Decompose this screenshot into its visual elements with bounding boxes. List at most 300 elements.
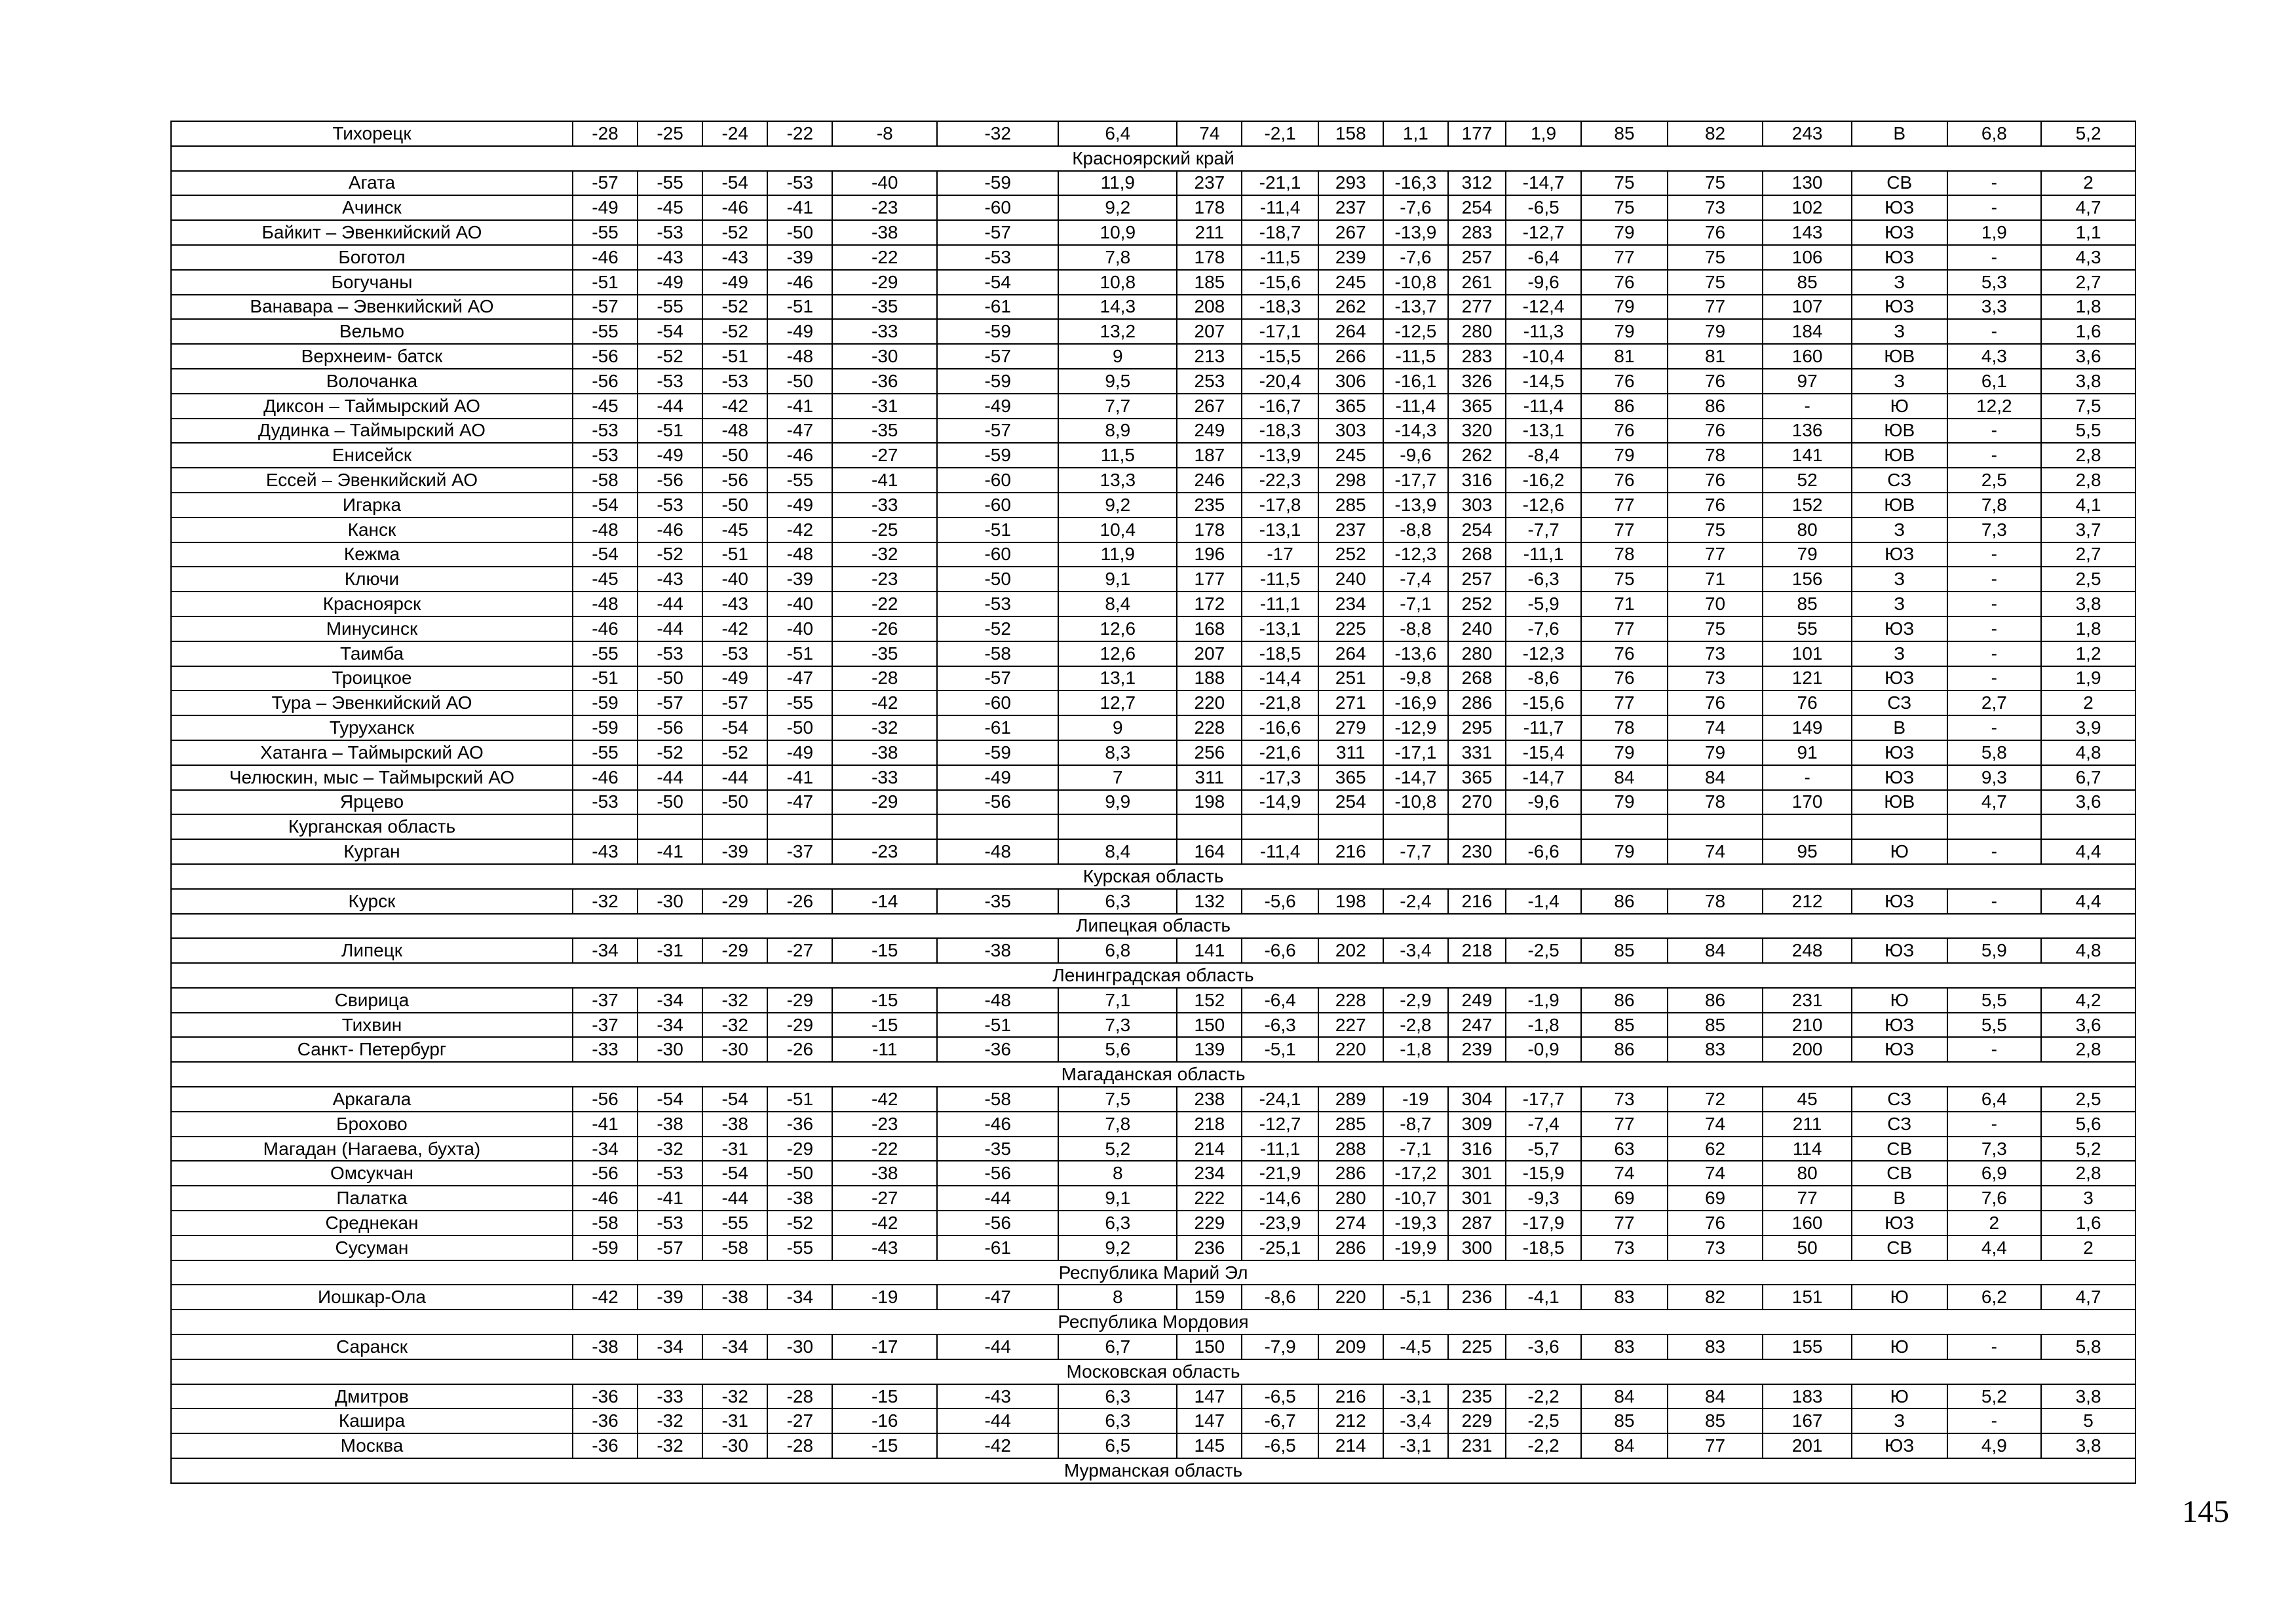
table-row [171, 1334, 2135, 1359]
table-cell [767, 814, 832, 839]
table-cell: -18,5 [1506, 1236, 1581, 1260]
table-cell: -44 [937, 1186, 1058, 1211]
table-cell: -21,1 [1242, 171, 1318, 196]
table-cell: -59 [937, 319, 1058, 344]
table-cell: -32 [937, 121, 1058, 146]
table-cell: 264 [1318, 641, 1383, 666]
table-row [171, 1408, 2135, 1433]
table-row [171, 765, 2135, 790]
table-cell: 4,4 [2041, 839, 2135, 864]
table-cell: -49 [937, 765, 1058, 790]
table-cell: 5,2 [1058, 1137, 1177, 1161]
region-title: Липецкая область [171, 914, 2135, 939]
table-cell: 5,8 [2041, 1334, 2135, 1359]
city-name-cell: Дмитров [171, 1384, 573, 1409]
table-cell: 252 [1318, 542, 1383, 567]
table-cell: -43 [702, 245, 767, 270]
region-title: Республика Марий Эл [171, 1260, 2135, 1285]
table-cell: -51 [937, 518, 1058, 542]
table-cell: -40 [702, 567, 767, 592]
table-cell: -45 [573, 394, 638, 419]
table-cell: ЮВ [1852, 790, 1947, 815]
table-cell: 86 [1668, 394, 1763, 419]
table-cell: 85 [1668, 1013, 1763, 1038]
table-cell: - [1947, 715, 2042, 740]
table-cell: -3,4 [1383, 938, 1448, 963]
table-cell: -60 [937, 542, 1058, 567]
table-cell: -32 [702, 1384, 767, 1409]
table-cell: 76 [1581, 666, 1667, 691]
table-cell: ЮЗ [1852, 245, 1947, 270]
table-cell: 106 [1763, 245, 1852, 270]
table-cell: -36 [573, 1433, 638, 1458]
table-cell: -50 [702, 443, 767, 468]
table-cell: 155 [1763, 1334, 1852, 1359]
table-cell: 2,7 [2041, 270, 2135, 295]
table-cell: -41 [767, 394, 832, 419]
table-cell: 147 [1177, 1384, 1242, 1409]
table-cell: -2,2 [1506, 1433, 1581, 1458]
table-cell: 256 [1177, 740, 1242, 765]
table-cell: 248 [1763, 938, 1852, 963]
table-cell: ЮЗ [1852, 938, 1947, 963]
table-cell: -57 [937, 419, 1058, 444]
table-cell: -12,7 [1242, 1112, 1318, 1137]
table-cell: 79 [1581, 443, 1667, 468]
table-cell: - [1947, 542, 2042, 567]
table-cell: 220 [1318, 1037, 1383, 1062]
table-cell: -7,6 [1506, 616, 1581, 641]
table-cell: -32 [638, 1137, 702, 1161]
table-cell: З [1852, 592, 1947, 616]
table-cell: -19,9 [1383, 1236, 1448, 1260]
table-row [171, 1037, 2135, 1062]
table-cell: ЮЗ [1852, 740, 1947, 765]
table-cell: -34 [573, 938, 638, 963]
table-cell: -23 [832, 1112, 937, 1137]
table-row [171, 740, 2135, 765]
table-cell: 2 [2041, 171, 2135, 196]
table-cell: 212 [1318, 1408, 1383, 1433]
table-cell: 280 [1318, 1186, 1383, 1211]
table-cell: -57 [937, 344, 1058, 369]
table-cell: -9,6 [1506, 790, 1581, 815]
city-name-cell: Магадан (Нагаева, бухта) [171, 1137, 573, 1161]
table-cell: -51 [767, 295, 832, 320]
table-cell: 303 [1318, 419, 1383, 444]
table-cell: -55 [767, 468, 832, 493]
table-cell: -49 [702, 666, 767, 691]
table-cell: -12,3 [1383, 542, 1448, 567]
table-cell: -46 [937, 1112, 1058, 1137]
table-cell: 52 [1763, 468, 1852, 493]
table-row [171, 295, 2135, 320]
table-cell: -36 [937, 1037, 1058, 1062]
table-cell: 143 [1763, 220, 1852, 245]
table-cell: -40 [832, 171, 937, 196]
table-cell: 4,7 [1947, 790, 2042, 815]
table-cell: -36 [832, 369, 937, 394]
table-cell: -10,8 [1383, 790, 1448, 815]
table-cell: -44 [937, 1408, 1058, 1433]
table-row [171, 889, 2135, 914]
table-cell: -3,4 [1383, 1408, 1448, 1433]
table-cell: -27 [832, 443, 937, 468]
table-cell: -38 [573, 1334, 638, 1359]
table-cell: 84 [1581, 765, 1667, 790]
table-cell [1383, 814, 1448, 839]
table-cell: -15 [832, 1384, 937, 1409]
table-cell [1852, 814, 1947, 839]
table-cell: 78 [1668, 790, 1763, 815]
table-cell: -15,6 [1506, 690, 1581, 715]
table-cell: -14,4 [1242, 666, 1318, 691]
table-cell: -55 [573, 740, 638, 765]
table-cell: 228 [1177, 715, 1242, 740]
table-cell: 216 [1448, 889, 1506, 914]
table-cell: -46 [573, 765, 638, 790]
table-cell: -32 [638, 1433, 702, 1458]
table-cell: 3,9 [2041, 715, 2135, 740]
table-cell: 201 [1763, 1433, 1852, 1458]
table-cell: -44 [638, 394, 702, 419]
table-cell: 150 [1177, 1013, 1242, 1038]
table-cell: -30 [832, 344, 937, 369]
city-name-cell: Омсукчан [171, 1161, 573, 1186]
table-cell: -43 [702, 592, 767, 616]
table-cell: -10,4 [1506, 344, 1581, 369]
table-cell: 4,3 [2041, 245, 2135, 270]
table-cell: -48 [767, 344, 832, 369]
table-cell: -52 [702, 319, 767, 344]
table-cell: ЮВ [1852, 344, 1947, 369]
table-cell: -38 [832, 1161, 937, 1186]
table-cell: -51 [638, 419, 702, 444]
table-cell: 3,8 [2041, 592, 2135, 616]
table-cell: -28 [767, 1433, 832, 1458]
table-cell: 75 [1668, 518, 1763, 542]
region-row [171, 1359, 2135, 1384]
table-cell: 11,9 [1058, 171, 1177, 196]
table-cell: 6,3 [1058, 1211, 1177, 1236]
table-cell: 234 [1177, 1161, 1242, 1186]
table-cell: 4,4 [1947, 1236, 2042, 1260]
table-cell: 245 [1318, 443, 1383, 468]
table-cell: -9,3 [1506, 1186, 1581, 1211]
table-cell: 63 [1581, 1137, 1667, 1161]
table-cell: -29 [767, 988, 832, 1013]
region-row [171, 914, 2135, 939]
table-cell: - [1947, 592, 2042, 616]
table-cell: З [1852, 270, 1947, 295]
table-cell: 6,3 [1058, 1384, 1177, 1409]
table-row [171, 443, 2135, 468]
table-cell: -28 [832, 666, 937, 691]
table-cell: 216 [1318, 1384, 1383, 1409]
table-cell: 79 [1581, 839, 1667, 864]
table-cell: Ю [1852, 1285, 1947, 1310]
table-cell: -53 [702, 369, 767, 394]
table-cell: -13,9 [1383, 493, 1448, 518]
table-cell: - [1947, 319, 2042, 344]
table-cell: 2,7 [1947, 690, 2042, 715]
table-cell: -12,5 [1383, 319, 1448, 344]
table-cell: -8,4 [1506, 443, 1581, 468]
table-cell: СВ [1852, 1137, 1947, 1161]
table-cell: - [1947, 567, 2042, 592]
table-cell: - [1947, 616, 2042, 641]
table-cell: -27 [832, 1186, 937, 1211]
table-cell: 252 [1448, 592, 1506, 616]
city-name-cell: Троицкое [171, 666, 573, 691]
table-cell: З [1852, 319, 1947, 344]
table-row [171, 344, 2135, 369]
city-name-cell: Диксон – Таймырский АО [171, 394, 573, 419]
table-cell: -43 [638, 567, 702, 592]
table-cell: 247 [1448, 1013, 1506, 1038]
table-cell: 75 [1581, 567, 1667, 592]
table-cell: -6,6 [1242, 938, 1318, 963]
table-cell: -51 [767, 641, 832, 666]
table-cell: 236 [1177, 1236, 1242, 1260]
table-cell: 74 [1177, 121, 1242, 146]
table-cell: 77 [1581, 493, 1667, 518]
table-cell: 289 [1318, 1087, 1383, 1112]
table-cell: -11,3 [1506, 319, 1581, 344]
table-cell: 77 [1581, 518, 1667, 542]
table-cell: 13,2 [1058, 319, 1177, 344]
table-cell: -2,9 [1383, 988, 1448, 1013]
table-cell: -6,5 [1506, 195, 1581, 220]
table-cell: -59 [937, 171, 1058, 196]
table-cell: 283 [1448, 344, 1506, 369]
table-row [171, 1112, 2135, 1137]
table-cell: -0,9 [1506, 1037, 1581, 1062]
table-cell: -29 [832, 270, 937, 295]
table-cell: 11,9 [1058, 542, 1177, 567]
table-cell: -3,1 [1383, 1384, 1448, 1409]
table-cell [2041, 814, 2135, 839]
table-cell: 9,1 [1058, 1186, 1177, 1211]
table-row [171, 567, 2135, 592]
table-cell: 7,3 [1058, 1013, 1177, 1038]
table-cell: 132 [1177, 889, 1242, 914]
table-cell: 12,6 [1058, 641, 1177, 666]
table-cell: -50 [702, 790, 767, 815]
table-cell: -13,7 [1383, 295, 1448, 320]
table-cell: 77 [1763, 1186, 1852, 1211]
table-cell: -2,2 [1506, 1384, 1581, 1409]
table-row [171, 220, 2135, 245]
table-cell: -59 [937, 369, 1058, 394]
table-cell: 3 [2041, 1186, 2135, 1211]
table-cell: -6,3 [1506, 567, 1581, 592]
table-cell: -46 [573, 616, 638, 641]
table-cell: 83 [1581, 1334, 1667, 1359]
table-cell: 151 [1763, 1285, 1852, 1310]
table-cell [573, 814, 638, 839]
table-cell: -54 [702, 171, 767, 196]
region-row [171, 963, 2135, 988]
table-cell: -18,3 [1242, 419, 1318, 444]
table-cell: -46 [767, 443, 832, 468]
table-cell: 231 [1448, 1433, 1506, 1458]
table-cell: -42 [937, 1433, 1058, 1458]
table-cell: 303 [1448, 493, 1506, 518]
table-cell: 86 [1581, 988, 1667, 1013]
table-row [171, 938, 2135, 963]
table-cell: СЗ [1852, 1112, 1947, 1137]
table-cell: 75 [1581, 171, 1667, 196]
table-cell: 6,8 [1058, 938, 1177, 963]
table-cell: ЮЗ [1852, 1037, 1947, 1062]
table-cell: -6,5 [1242, 1384, 1318, 1409]
table-cell: 286 [1318, 1161, 1383, 1186]
table-cell: 5,6 [1058, 1037, 1177, 1062]
table-cell: -34 [638, 988, 702, 1013]
table-cell: 13,3 [1058, 468, 1177, 493]
table-cell: 73 [1581, 1236, 1667, 1260]
table-cell: 177 [1177, 567, 1242, 592]
table-cell: -59 [573, 1236, 638, 1260]
table-cell: 238 [1177, 1087, 1242, 1112]
city-name-cell: Аркагала [171, 1087, 573, 1112]
table-cell: - [1947, 839, 2042, 864]
table-cell: -59 [573, 715, 638, 740]
table-cell: 50 [1763, 1236, 1852, 1260]
table-cell: 3,6 [2041, 790, 2135, 815]
table-cell: 1,6 [2041, 319, 2135, 344]
table-cell: -5,1 [1242, 1037, 1318, 1062]
table-cell: -6,3 [1242, 1013, 1318, 1038]
table-cell: 280 [1448, 641, 1506, 666]
table-cell: -51 [767, 1087, 832, 1112]
table-cell: 254 [1448, 195, 1506, 220]
table-cell: -46 [767, 270, 832, 295]
table-cell: СВ [1852, 171, 1947, 196]
table-cell: - [1947, 1408, 2042, 1433]
table-cell: 254 [1318, 790, 1383, 815]
table-cell: 4,9 [1947, 1433, 2042, 1458]
table-cell: -43 [573, 839, 638, 864]
table-cell: -45 [638, 195, 702, 220]
table-cell: -11 [832, 1037, 937, 1062]
table-cell: 5,5 [2041, 419, 2135, 444]
table-cell: 160 [1763, 344, 1852, 369]
table-cell: 102 [1763, 195, 1852, 220]
table-cell: -14,7 [1506, 171, 1581, 196]
table-cell: 80 [1763, 1161, 1852, 1186]
table-cell: -7,1 [1383, 1137, 1448, 1161]
table-cell: -48 [573, 518, 638, 542]
table-cell: 239 [1448, 1037, 1506, 1062]
table-cell: -39 [702, 839, 767, 864]
table-cell: -6,4 [1506, 245, 1581, 270]
table-cell: 257 [1448, 567, 1506, 592]
table-cell: -53 [573, 790, 638, 815]
table-cell: 6,4 [1947, 1087, 2042, 1112]
table-cell: 246 [1177, 468, 1242, 493]
table-cell [638, 814, 702, 839]
table-cell: -7,4 [1383, 567, 1448, 592]
table-cell: -51 [937, 1013, 1058, 1038]
table-cell: -30 [702, 1037, 767, 1062]
city-name-cell: Канск [171, 518, 573, 542]
table-cell: -42 [702, 616, 767, 641]
table-cell: 74 [1668, 1112, 1763, 1137]
table-row [171, 468, 2135, 493]
table-cell: 4,8 [2041, 740, 2135, 765]
table-cell: -59 [937, 443, 1058, 468]
table-cell: 264 [1318, 319, 1383, 344]
table-cell: 211 [1177, 220, 1242, 245]
table-cell: -36 [767, 1112, 832, 1137]
table-cell: -59 [573, 690, 638, 715]
table-cell: В [1852, 715, 1947, 740]
table-cell: 280 [1448, 319, 1506, 344]
table-cell: -39 [767, 567, 832, 592]
table-cell: 85 [1581, 1013, 1667, 1038]
table-cell: 69 [1668, 1186, 1763, 1211]
table-cell: -11,5 [1383, 344, 1448, 369]
table-cell: -44 [638, 616, 702, 641]
table-row [171, 518, 2135, 542]
table-cell: З [1852, 567, 1947, 592]
table-row [171, 171, 2135, 196]
table-cell: -53 [702, 641, 767, 666]
table-cell: -61 [937, 1236, 1058, 1260]
table-cell: -9,6 [1506, 270, 1581, 295]
table-cell: -31 [638, 938, 702, 963]
table-cell: 196 [1177, 542, 1242, 567]
table-cell: -48 [767, 542, 832, 567]
table-cell: 139 [1177, 1037, 1242, 1062]
table-cell: 311 [1318, 740, 1383, 765]
table-cell: -38 [702, 1112, 767, 1137]
table-row [171, 616, 2135, 641]
table-cell: -13,9 [1242, 443, 1318, 468]
table-cell: ЮВ [1852, 493, 1947, 518]
city-name-cell: Сусуман [171, 1236, 573, 1260]
table-cell: СЗ [1852, 690, 1947, 715]
table-cell: 79 [1581, 790, 1667, 815]
table-row [171, 245, 2135, 270]
table-cell: -11,4 [1506, 394, 1581, 419]
table-cell: 270 [1448, 790, 1506, 815]
table-cell: -34 [767, 1285, 832, 1310]
table-cell: 210 [1763, 1013, 1852, 1038]
table-cell: -29 [767, 1137, 832, 1161]
table-cell: -4,1 [1506, 1285, 1581, 1310]
table-cell: 152 [1763, 493, 1852, 518]
table-cell: 62 [1668, 1137, 1763, 1161]
table-cell: 6,5 [1058, 1433, 1177, 1458]
table-cell: 9,9 [1058, 790, 1177, 815]
table-cell: 306 [1318, 369, 1383, 394]
table-cell: -26 [832, 616, 937, 641]
table-cell: 198 [1318, 889, 1383, 914]
table-cell: 7,5 [1058, 1087, 1177, 1112]
table-cell: 85 [1581, 1408, 1667, 1433]
table-cell: -29 [702, 889, 767, 914]
city-name-cell: Минусинск [171, 616, 573, 641]
table-cell: -45 [573, 567, 638, 592]
table-cell: -5,7 [1506, 1137, 1581, 1161]
table-cell: ЮЗ [1852, 666, 1947, 691]
table-cell: -17,8 [1242, 493, 1318, 518]
table-cell [937, 814, 1058, 839]
city-name-cell: Челюскин, мыс – Таймырский АО [171, 765, 573, 790]
